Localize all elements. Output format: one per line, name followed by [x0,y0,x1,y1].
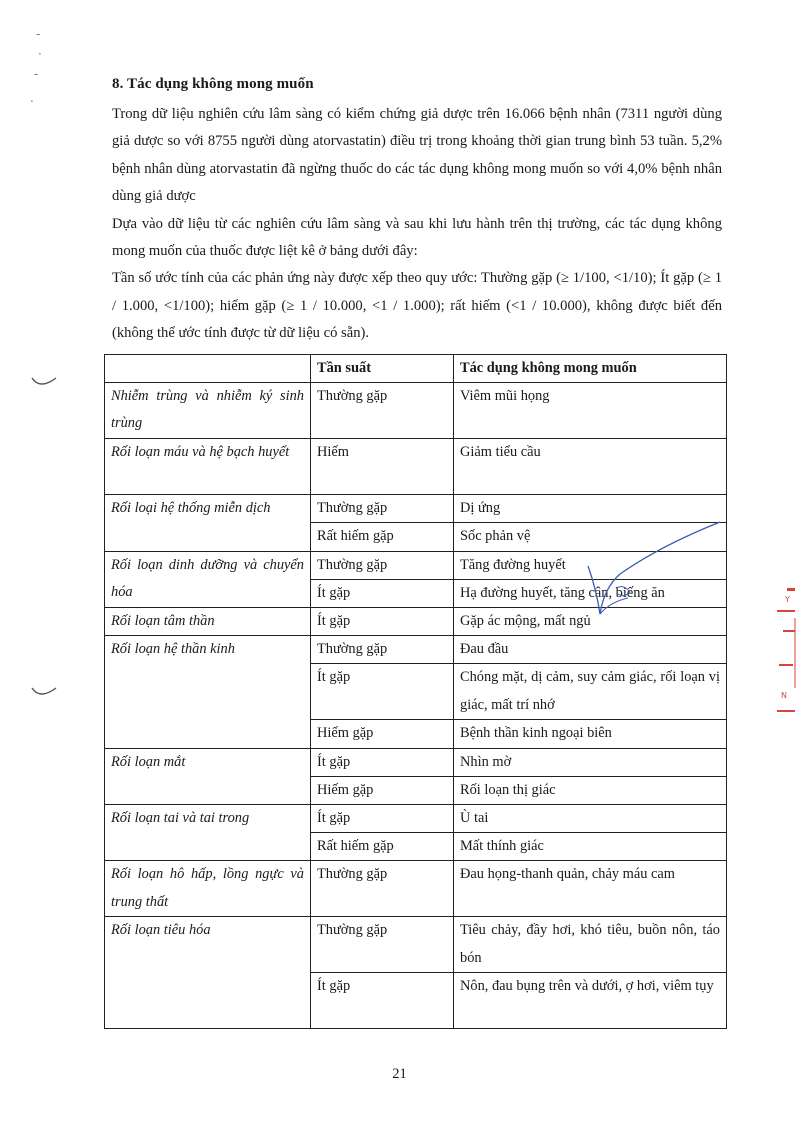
frequency-cell: Thường gặp [311,551,454,579]
adverse-effects-table [104,354,727,1029]
binder-hole-mark [30,374,58,392]
section-body [112,101,722,348]
paragraph: Dựa vào dữ liệu từ các nghiên cứu lâm sàng và sau khi lưu hành trên thị trường, các tác dụng không mong muốn của thuốc được liệt kê ở bảng dưới đây: [112,215,722,260]
frequency-cell: Ít gặp [311,664,454,720]
frequency-cell: Rất hiếm gặp [311,833,454,861]
scan-speck: - [34,67,39,81]
effect-cell: Bệnh thần kinh ngoại biên [454,720,727,748]
red-stamp-edge [773,578,799,728]
organ-system-cell: Rối loạn hô hấp, lồng ngực và trung thất [105,861,311,917]
scan-speck: . [30,91,34,105]
table-row [105,636,727,664]
binder-hole-mark [30,684,58,702]
effect-cell: Mất thính giác [454,833,727,861]
paragraph: Trong dữ liệu nghiên cứu lâm sàng có kiểm chứng giả dược trên 16.066 bệnh nhân (7311 người dùng giả dược so với 8755 người dùng atorvastatin) điều trị trong khoảng thời gian trung bình 53 tuần. 5,2% bệnh nhân dùng atorvastatin đã ngừng thuốc do các tác dụng không mong muốn so với 4,0% bệnh nhân dùng giả dược [112,106,722,205]
svg-text:Y: Y [785,595,790,604]
organ-system-cell: Rối loạn tâm thần [105,608,311,636]
effect-cell: Hạ đường huyết, tăng cân, biếng ăn [454,579,727,607]
paragraph: Tần số ước tính của các phản ứng này được xếp theo quy ước: Thường gặp (≥ 1/100, <1/10); Ít gặp (≥ 1 / 1.000, <1/100); hiếm gặp (≥ 1 / 10.000, <1 / 1.000); rất hiếm (<1 / 10.000), không được biết đến (không thể ước tính được từ dữ liệu có sẵn). [112,270,722,342]
organ-system-cell: Rối loạn mắt [105,748,311,804]
effect-cell: Rối loạn thị giác [454,776,727,804]
header-frequency: Tần suất [311,355,454,383]
table-row [105,608,727,636]
organ-system-cell: Rối loạn máu và hệ bạch huyết [105,439,311,495]
frequency-cell: Ít gặp [311,608,454,636]
frequency-cell: Rất hiếm gặp [311,523,454,551]
organ-system-cell: Nhiễm trùng và nhiễm ký sinh trùng [105,383,311,439]
section-title: 8. Tác dụng không mong muốn [112,76,314,92]
effect-cell: Tăng đường huyết [454,551,727,579]
effect-cell: Giảm tiểu cầu [454,439,727,495]
effect-cell: Viêm mũi họng [454,383,727,439]
effect-cell: Sốc phản vệ [454,523,727,551]
organ-system-cell: Rối loạn tiêu hóa [105,917,311,1029]
effect-cell: Gặp ác mộng, mất ngủ [454,608,727,636]
effect-cell: Tiêu chảy, đầy hơi, khó tiêu, buồn nôn, táo bón [454,917,727,973]
frequency-cell: Thường gặp [311,861,454,917]
table-header-row [105,355,727,383]
table-row [105,551,727,579]
frequency-cell: Thường gặp [311,917,454,973]
frequency-cell: Ít gặp [311,973,454,1029]
frequency-cell: Ít gặp [311,579,454,607]
effect-cell: Đau đầu [454,636,727,664]
organ-system-cell: Rối loạn dinh dưỡng và chuyển hóa [105,551,311,607]
table-row [105,439,727,495]
frequency-cell: Thường gặp [311,495,454,523]
frequency-cell: Hiếm gặp [311,776,454,804]
scan-speck: - [36,27,41,41]
header-system [105,355,311,383]
effect-cell: Dị ứng [454,495,727,523]
effect-cell: Ù tai [454,805,727,833]
frequency-cell: Ít gặp [311,805,454,833]
table-row [105,748,727,776]
frequency-cell: Hiếm [311,439,454,495]
table-row [105,861,727,917]
scan-speck: · [38,47,42,61]
effect-cell: Nhìn mờ [454,748,727,776]
effect-cell: Nôn, đau bụng trên và dưới, ợ hơi, viêm tụy [454,973,727,1029]
table-row [105,805,727,833]
page-number: 21 [392,1066,407,1082]
frequency-cell: Ít gặp [311,748,454,776]
table-row [105,917,727,973]
header-effect: Tác dụng không mong muốn [454,355,727,383]
table-row [105,495,727,523]
svg-text:N: N [781,691,787,700]
frequency-cell: Hiếm gặp [311,720,454,748]
frequency-cell: Thường gặp [311,636,454,664]
effect-cell: Đau họng-thanh quản, chảy máu cam [454,861,727,917]
frequency-cell: Thường gặp [311,383,454,439]
table-row [105,383,727,439]
organ-system-cell: Rối loạn tai và tai trong [105,805,311,861]
organ-system-cell: Rối loại hệ thống miễn dịch [105,495,311,551]
effect-cell: Chóng mặt, dị cảm, suy cảm giác, rối loạn vị giác, mất trí nhớ [454,664,727,720]
organ-system-cell: Rối loạn hệ thần kinh [105,636,311,748]
